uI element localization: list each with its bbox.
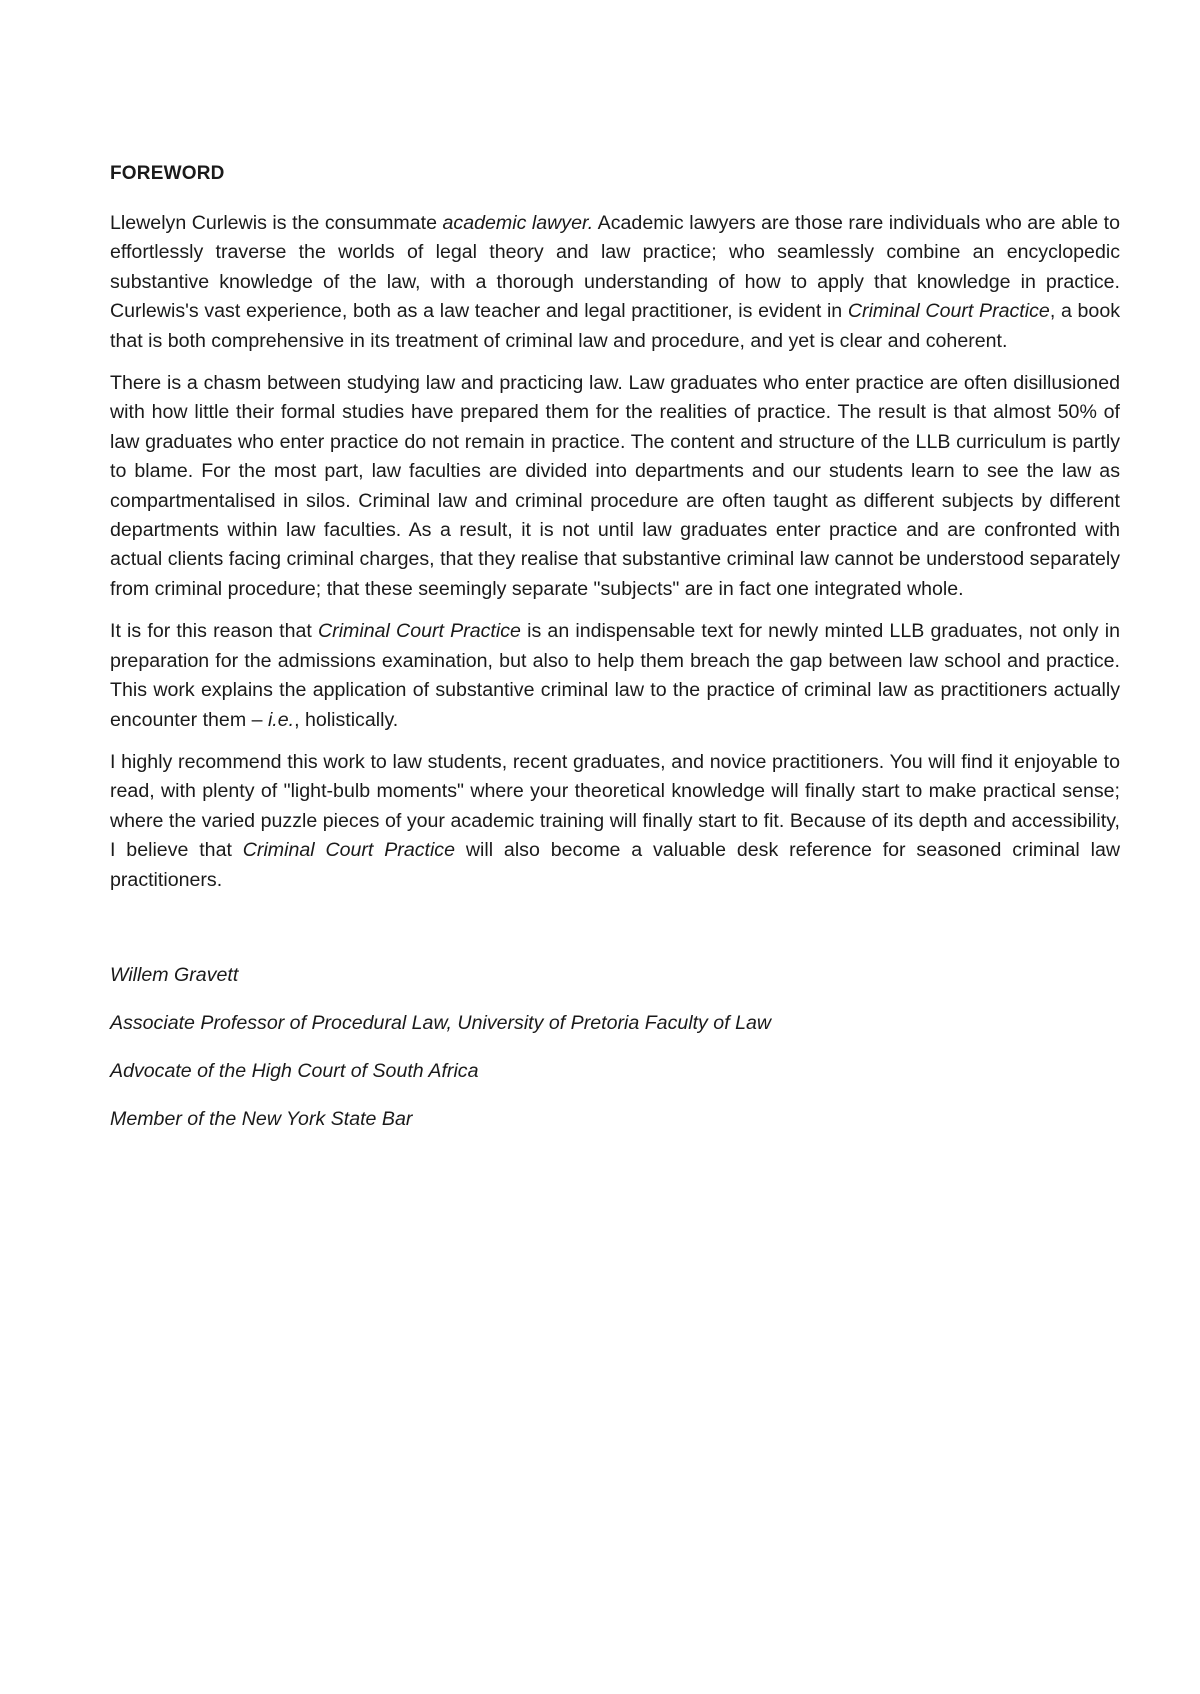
paragraph-3-text-c: , holistically. [294, 708, 399, 731]
paragraph-1-text-b: Academic lawyers are those rare individuals who are able to effortlessly traverse the worlds of legal theory and law practice; who seamlessly combine an encyclopedic substantive knowledge of the law, with a thorough understanding of how to apply that knowledge in practice. Curlewis's vast experience, both as a law teacher and legal practitioner, is evident in [110, 212, 1121, 323]
paragraph-4-text-b: will also become a valuable desk reference for seasoned criminal law practitioners. [110, 839, 1120, 891]
signatory-title-bar: Member of the New York State Bar [110, 1107, 413, 1130]
paragraph-3-book-title: Criminal Court Practice [318, 620, 521, 643]
paragraph-3 [110, 617, 1120, 735]
signatory-name: Willem Gravett [110, 963, 239, 986]
paragraph-1-text-a: Llewelyn Curlewis is the consummate [110, 212, 443, 234]
paragraph-3-emphasis: i.e. [267, 708, 295, 731]
paragraph-4-book-title: Criminal Court Practice [242, 839, 456, 862]
paragraph-1-text-c: , a book that is both comprehensive in its treatment of criminal law and procedure, and yet is clear and coherent. [110, 300, 1121, 352]
paragraph-1-emphasis-a: academic lawyer. [442, 212, 594, 234]
signatory-title-professor: Associate Professor of Procedural Law, University of Pretoria Faculty of Law [110, 1011, 772, 1034]
paragraph-4-text-a: I highly recommend this work to law students, recent graduates, and novice practitioners. You will find it enjoyable to read, with plenty of "light-bulb moments" where your theoretical knowledge will finally start to make practical sense; where the varied puzzle pieces of your academic training will finally start to fit. Because of its depth and accessibility, I believe that [110, 750, 1120, 862]
paragraph-3-text-b: is an indispensable text for newly minted LLB graduates, not only in preparation for the admissions examination, but also to help them breach the gap between law school and practice. This work explains the application of substantive criminal law to the practice of criminal law as practitioners actually encounter them – [110, 620, 1120, 731]
paragraph-1-book-title: Criminal Court Practice [847, 300, 1050, 323]
paragraph-3-text-a: It is for this reason that [110, 620, 319, 643]
signature-block [110, 961, 1120, 1133]
paragraph-4 [110, 748, 1120, 895]
signatory-title-advocate: Advocate of the High Court of South Africa [110, 1059, 479, 1082]
page-title: FOREWORD [110, 163, 225, 184]
paragraph-2: There is a chasm between studying law and practicing law. Law graduates who enter practice are often disillusioned with how little their formal studies have prepared them for the realities of practice. The result is that almost 50% of law graduates who enter practice do not remain in practice. The content and structure of the LLB curriculum is partly to blame. For the most part, law faculties are divided into departments and our students learn to see the law as compartmentalised in silos. Criminal law and criminal procedure are often taught as different subjects by different departments within law faculties. As a result, it is not until law graduates enter practice and are confronted with actual clients facing criminal charges, that they realise that substantive criminal law cannot be understood separately from criminal procedure; that these seemingly separate "subjects" are in fact one integrated whole. [110, 372, 1120, 600]
document-page [110, 163, 1120, 1153]
paragraph-1 [110, 209, 1120, 356]
